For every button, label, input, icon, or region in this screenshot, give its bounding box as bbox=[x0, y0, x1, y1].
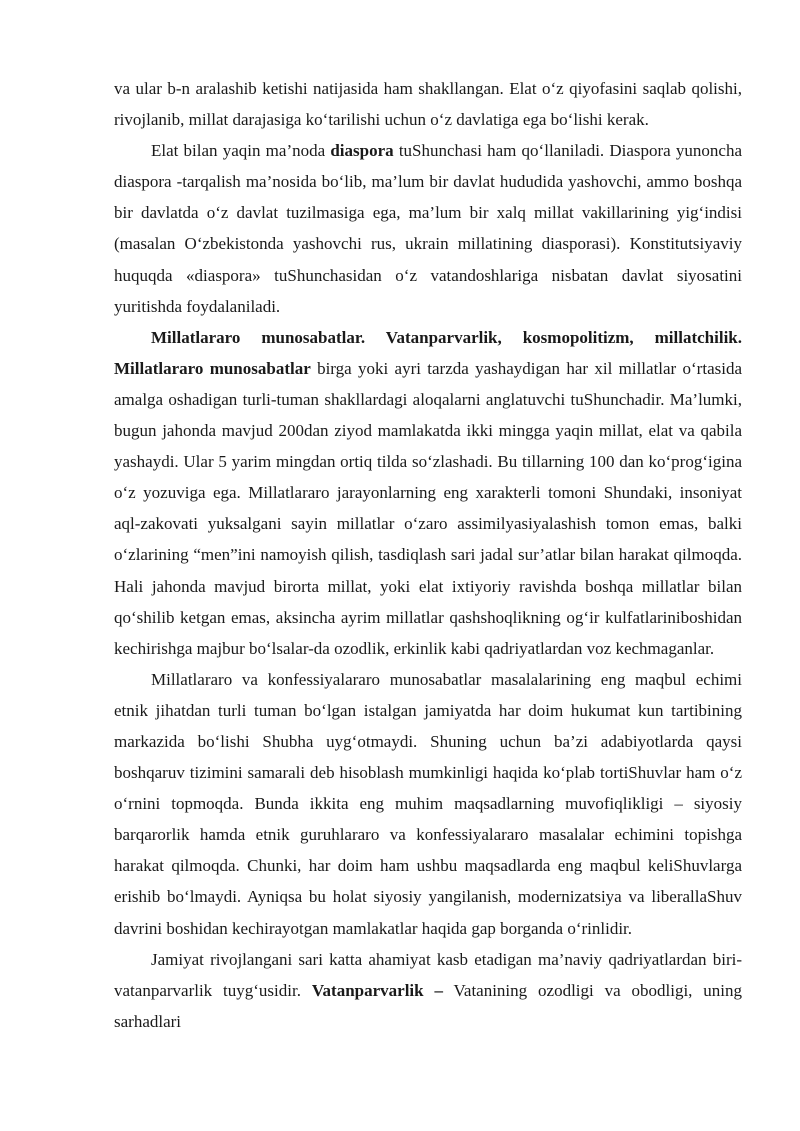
section-heading bbox=[114, 322, 742, 353]
section-heading-text: Millatlararo munosabatlar. Vatanparvarlik, kosmopolitizm, millatchilik. bbox=[151, 327, 742, 347]
paragraph-text: Jamiyat rivojlangani sari katta ahamiyat kasb etadigan ma’naviy qadriyatlardan biri-vatanparvarlik tuyg‘usidir. bbox=[114, 949, 742, 1000]
paragraph-patriotism bbox=[114, 944, 742, 1037]
paragraph-confessional-relations: Millatlararo va konfessiyalararo munosabatlar masalalarining eng maqbul echimi etnik jihatdan turli tuman bo‘lgan istalgan jamiyatda har doim hukumat kun tartibining markazida bo‘lishi Shubha uyg‘otmaydi. Shuning uchun ba’zi adabiyotlarda qaysi boshqaruv tizimini samarali deb hisoblash mumkinligi haqida ko‘plab tortiShuvlar ham o‘z o‘rnini topmoqda. Bunda ikkita eng muhim maqsadlarning muvofiqlikligi – siyosiy barqarorlik hamda etnik guruhlararo va konfessiyalararo masalalar echimini topishga harakat qilmoqda. Chunki, har doim ham ushbu maqsadlarda eng maqbul keliShuvlarga erishib bo‘lmaydi. Ayniqsa bu holat siyosiy yangilanish, modernizatsiya va liberallaShuv davrini boshidan kechirayotgan mamlakatlar haqida gap borganda o‘rinlidir. bbox=[114, 669, 742, 938]
paragraph-diaspora bbox=[114, 135, 742, 322]
paragraph-text: birga yoki ayri tarzda yashaydigan har xil millatlar o‘rtasida amalga oshadigan turli-tuman shakllardagi aloqalarni anglatuvchi tuShunchadir. Ma’lumki, bugun jahonda mavjud 200dan ziyod mamlakatda ikki mingga yaqin millat, elat va qabila yashaydi. Ular 5 yarim mingdan ortiq tilda so‘zlashadi. Bu tillarning 100 dan ko‘prog‘igina o‘z yozuviga ega. Millatlararo jarayonlarning eng xarakterli tomoni Shundaki, insoniyat aql-zakovati yuksalgani sayin millatlar o‘zaro assimilyasiyalashish tomon emas, balki o‘zlarining “men”ini namoyish qilish, tasdiqlash sari jadal sur’atlar bilan harakat qilmoqda. Hali jahonda mavjud birorta millat, yoki elat ixtiyoriy ravishda boshqa millatlar bilan qo‘shilib ketgan emas, aksincha ayrim millatlar qashshoqlikning og‘ir kulfatlariniboshidan kechirishga majbur bo‘lsalar-da ozodlik, erkinlik kabi qadriyatlardan voz kechmaganlar. bbox=[114, 358, 742, 658]
paragraph-text: Elat bilan yaqin ma’noda bbox=[151, 141, 331, 161]
paragraph-continuation: va ular b-n aralashib ketishi natijasida ham shakllangan. Elat o‘z qiyofasini saqlab qolishi, rivojlanib, millat darajasiga ko‘tarilishi uchun o‘z davlatiga ega bo‘lishi kerak. bbox=[114, 79, 742, 130]
document-body bbox=[114, 73, 742, 1037]
paragraph-text: Vatanining ozodligi va obodligi, uning sarhadlari bbox=[114, 980, 742, 1031]
paragraph-interethnic-relations bbox=[114, 353, 742, 664]
term-vatanparvarlik: Vatanparvarlik – bbox=[311, 980, 443, 1000]
term-millatlararo-munosabatlar: Millatlararo munosabatlar bbox=[114, 358, 311, 378]
term-diaspora: diaspora bbox=[330, 141, 394, 161]
paragraph-text: tuShunchasi ham qo‘llaniladi. Diaspora yunoncha diaspora -tarqalish ma’nosida bo‘lib, ma’lum bir davlat hududida yashovchi, ammo boshqa bir davlatda o‘z davlat tuzilmasiga ega, ma’lum bir xalq millat vakillarining yig‘indisi (masalan O‘zbekistonda yashovchi rus, ukrain millatining diasporasi). Konstitutsiyaviy huquqda «diaspora» tuShunchasidan o‘z vatandoshlariga nisbatan davlat siyosatini yuritishda foydalaniladi. bbox=[114, 141, 742, 316]
